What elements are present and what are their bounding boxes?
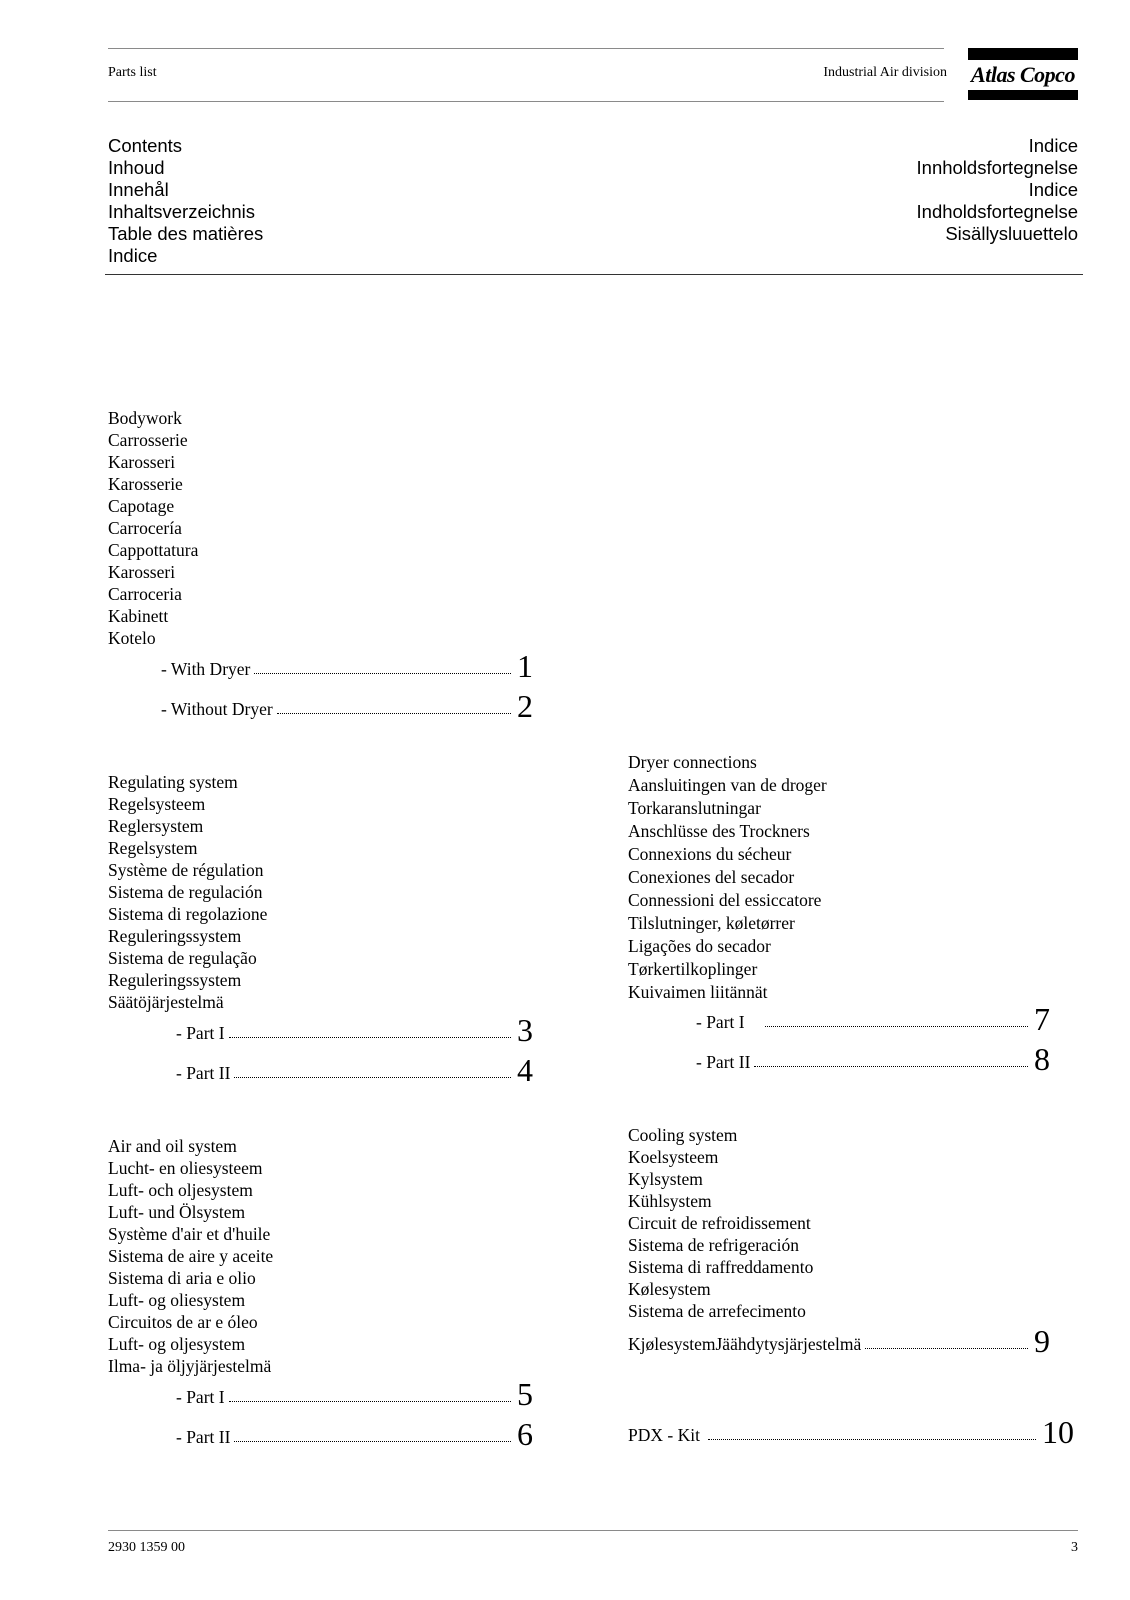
section-title-line: Bodywork <box>108 408 182 428</box>
section-title-line: Luft- og oliesystem <box>108 1290 246 1310</box>
toc-leader-dots <box>277 713 511 714</box>
section-title-line: Regelsysteem <box>108 794 206 814</box>
section-title-line: Karosserie <box>108 474 183 494</box>
contents-title: Indholdsfortegnelse <box>916 201 1078 222</box>
section-title-line: Reguleringssystem <box>108 970 242 990</box>
toc-page-number: 7 <box>1034 1001 1050 1037</box>
section-title-line: Capotage <box>108 496 175 516</box>
toc-leader-dots <box>234 1441 511 1442</box>
section-title-line: Kotelo <box>108 628 156 648</box>
section-title-line: Sistema de aire y aceite <box>108 1246 274 1266</box>
toc-page-number: 10 <box>1042 1414 1074 1450</box>
section-title-line: Kabinett <box>108 606 169 626</box>
toc-entry-with-dryer[interactable] <box>161 650 541 682</box>
section-title-line: Circuitos de ar e óleo <box>108 1312 258 1332</box>
section-title-line: Luft- og oljesystem <box>108 1334 246 1354</box>
contents-titles-right <box>917 135 1078 245</box>
section-title-line: Säätöjärjestelmä <box>108 992 224 1012</box>
section-title-line: Aansluitingen van de droger <box>628 775 827 795</box>
section-title-line: Torkaranslutningar <box>628 798 761 818</box>
header-division-label: Industrial Air division <box>823 65 947 80</box>
toc-leader-dots <box>234 1077 511 1078</box>
footer-rule <box>108 1530 1078 1531</box>
toc-entry-regulating-part-2[interactable] <box>176 1054 541 1086</box>
section-title-line: Luft- und Ölsystem <box>108 1202 246 1222</box>
toc-entry-label: - Part II <box>176 1063 231 1083</box>
toc-page-number: 8 <box>1034 1041 1050 1077</box>
section-title-line: Ilma- ja öljyjärjestelmä <box>108 1356 272 1376</box>
toc-leader-dots <box>754 1066 1028 1067</box>
section-cooling-titles <box>628 1124 813 1322</box>
section-title-line: Dryer connections <box>628 752 757 772</box>
section-title-line: Anschlüsse des Trockners <box>628 821 810 841</box>
toc-entry-dryer-part-2[interactable] <box>696 1043 1058 1075</box>
toc-leader-dots <box>708 1439 1036 1440</box>
document-number: 2930 1359 00 <box>108 1540 185 1555</box>
section-title-line: Regulating system <box>108 772 238 792</box>
section-title-line: Carrocería <box>108 518 182 538</box>
section-regulating-titles <box>108 771 267 1013</box>
toc-entry-pdx-kit[interactable] <box>628 1416 1076 1448</box>
section-title-line: Conexiones del secador <box>628 867 795 887</box>
section-air-oil-titles <box>108 1135 273 1377</box>
section-title-line: Karosseri <box>108 452 176 472</box>
section-title-line: Carrosserie <box>108 430 188 450</box>
section-title-line: Kuivaimen liitännät <box>628 982 768 1002</box>
toc-leader-dots <box>254 673 511 674</box>
toc-leader-dots <box>765 1026 1028 1027</box>
toc-entry-label: - Part II <box>696 1052 751 1072</box>
toc-entry-label: - Part I <box>696 1012 745 1032</box>
contents-titles-left <box>108 135 263 267</box>
section-title-line: Cappottatura <box>108 540 199 560</box>
section-title-line: Circuit de refroidissement <box>628 1213 811 1233</box>
contents-title: Indice <box>1028 135 1078 156</box>
header-bottom-rule <box>108 101 944 102</box>
toc-entry-dryer-part-1[interactable] <box>696 1003 1058 1035</box>
section-title-line: Sistema di aria e olio <box>108 1268 256 1288</box>
toc-page-number: 5 <box>517 1376 533 1412</box>
contents-divider <box>105 274 1083 275</box>
toc-leader-dots <box>229 1401 511 1402</box>
toc-entry-label: KjølesystemJäähdytysjärjestelmä <box>628 1334 862 1354</box>
section-title-line: Tørkertilkoplinger <box>628 959 758 979</box>
toc-page-number: 1 <box>517 648 533 684</box>
contents-title: Contents <box>108 135 183 156</box>
section-title-line: Sistema de regulação <box>108 948 257 968</box>
toc-page-number: 9 <box>1034 1323 1050 1359</box>
toc-entry-label: PDX - Kit <box>628 1425 700 1445</box>
section-title-line: Sistema de arrefecimento <box>628 1301 806 1321</box>
contents-title: Indice <box>1028 179 1078 200</box>
contents-title: Sisällysluuettelo <box>945 223 1078 244</box>
section-title-line: Kühlsystem <box>628 1191 712 1211</box>
toc-entry-cooling[interactable] <box>628 1325 1058 1357</box>
section-title-line: Ligações do secador <box>628 936 771 956</box>
section-title-line: Sistema di regolazione <box>108 904 268 924</box>
toc-entry-label: - Part I <box>176 1023 225 1043</box>
contents-title: Indice <box>108 245 158 266</box>
section-title-line: Cooling system <box>628 1125 738 1145</box>
toc-page-number: 4 <box>517 1052 533 1088</box>
toc-entry-air-oil-part-2[interactable] <box>176 1418 541 1450</box>
section-title-line: Tilslutninger, køletørrer <box>628 913 795 933</box>
toc-entry-label: - Part I <box>176 1387 225 1407</box>
toc-entry-without-dryer[interactable] <box>161 690 541 722</box>
section-title-line: Regelsystem <box>108 838 198 858</box>
section-title-line: Reglersystem <box>108 816 204 836</box>
toc-page-number: 6 <box>517 1416 533 1452</box>
section-title-line: Karosseri <box>108 562 176 582</box>
toc-entry-label: - Without Dryer <box>161 699 273 719</box>
toc-leader-dots <box>865 1348 1028 1349</box>
toc-page-number: 2 <box>517 688 533 724</box>
section-title-line: Kylsystem <box>628 1169 703 1189</box>
contents-title: Innehål <box>108 179 169 200</box>
toc-entry-label: - Part II <box>176 1427 231 1447</box>
section-title-line: Kølesystem <box>628 1279 711 1299</box>
page-number: 3 <box>1071 1540 1078 1555</box>
toc-entry-air-oil-part-1[interactable] <box>176 1378 541 1410</box>
section-title-line: Connessioni del essiccatore <box>628 890 822 910</box>
toc-page-number: 3 <box>517 1012 533 1048</box>
section-title-line: Air and oil system <box>108 1136 237 1156</box>
section-title-line: Sistema de refrigeración <box>628 1235 800 1255</box>
toc-entry-regulating-part-1[interactable] <box>176 1014 541 1046</box>
section-title-line: Carroceria <box>108 584 182 604</box>
toc-entry-label: - With Dryer <box>161 659 251 679</box>
atlas-copco-logo: Atlas Copco <box>968 48 1078 102</box>
header-top-rule <box>108 48 944 49</box>
toc-leader-dots <box>229 1037 511 1038</box>
section-title-line: Système d'air et d'huile <box>108 1224 271 1244</box>
section-title-line: Lucht- en oliesysteem <box>108 1158 263 1178</box>
section-title-line: Reguleringssystem <box>108 926 242 946</box>
contents-title: Inhaltsverzeichnis <box>108 201 256 222</box>
contents-title: Innholdsfortegnelse <box>916 157 1078 178</box>
section-bodywork-titles <box>108 407 198 649</box>
section-title-line: Sistema di raffreddamento <box>628 1257 814 1277</box>
section-title-line: Connexions du sécheur <box>628 844 792 864</box>
section-title-line: Sistema de regulación <box>108 882 263 902</box>
section-title-line: Koelsysteem <box>628 1147 719 1167</box>
contents-title: Inhoud <box>108 157 165 178</box>
section-dryer-titles <box>628 751 827 1004</box>
section-title-line: Luft- och oljesystem <box>108 1180 253 1200</box>
header-left-label: Parts list <box>108 65 157 80</box>
contents-title: Table des matières <box>108 223 264 244</box>
section-title-line: Système de régulation <box>108 860 264 880</box>
